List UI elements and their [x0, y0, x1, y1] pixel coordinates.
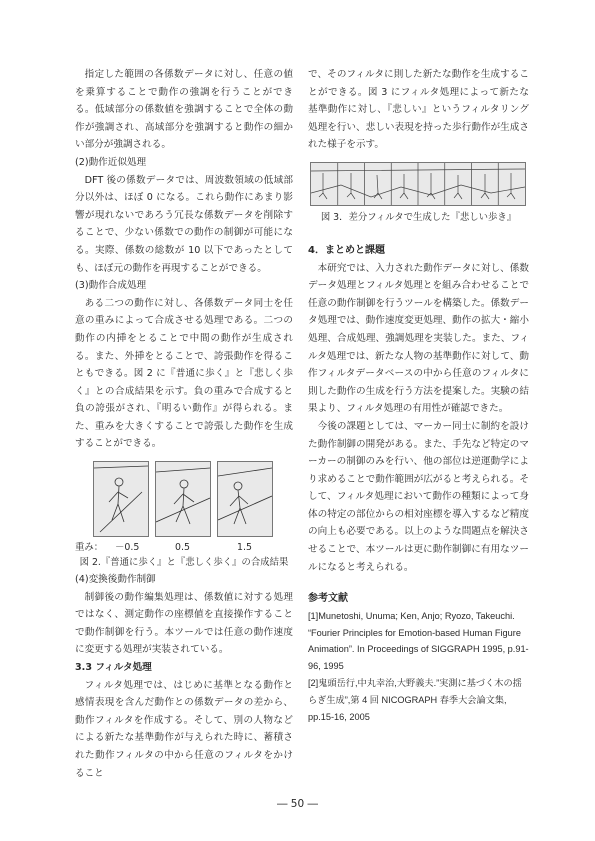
figure-2-weights — [75, 541, 293, 555]
figure-2-image-2 — [155, 461, 211, 537]
weight-value: 0.5 — [175, 542, 190, 554]
body-paragraph: DFT 後の係数データでは、周波数領域の低域部分以外は、ほぼ 0 になる。これら動作にあまり影響が現れないであろう冗長な係数データを削除することで、少ない係数での動作の制御が可能になる。実際、係数の総数が 10 以下であったとしても、ほぼ元の動作を再現することができる。 — [75, 174, 293, 274]
weight-label: 重み： — [75, 542, 104, 554]
figure-3-filmstrip — [310, 162, 526, 206]
figure-2 — [75, 461, 293, 541]
references-heading: 参考文献 — [308, 593, 348, 605]
body-paragraph: 本研究では、入力された動作データに対し、係数データ処理とフィルタ処理とを組み合わせることで任意の動作制御を行うツールを構築した。係数データ処理では、動作速度変更処理、動作の拡大・縮小処理、合成処理、強調処理を実装した。また、フィルタ処理では、新たな人物の基準動作に対して、動作フィルタデータベースの中から任意のフィルタに則した動作の生成を行う方法を提案した。実験の結果より、フィルタ処理の有用性が確認できた。 — [308, 262, 529, 415]
page-number: ― 50 ― — [276, 798, 319, 810]
subsection-heading: (2)動作近似処理 — [75, 156, 147, 168]
body-paragraph: 今後の課題としては、マーカー同士に制約を設けた動作制御の開発がある。また、手先など特定のマーカーの制御のみを行い、他の部位は逆運動学により求めることで動作範囲が広がると考えられる。そして、フィルタ処理において動作の種類によって身体の特定の部位からの相対座標を導入するなど精度の向上も必要である。以上のような問題点を解決させることで、本ツールは更に動作制御に有用なツールになると考えられる。 — [308, 420, 529, 573]
body-paragraph: 指定した範囲の各係数データに対し、任意の値を乗算することで動作の強調を行うことができる。低域部分の係数値を強調することで全体の動作が強調され、高域部分を強調すると動作の細かい部分が強調される。 — [75, 69, 293, 151]
right-column — [308, 66, 529, 725]
section-heading: 4．まとめと課題 — [308, 244, 385, 256]
figure-3 — [308, 160, 529, 210]
reference-item: [2]鬼頭岳行,中丸幸治,大野義夫.”実測に基づく木の揺らぎ生成”,第 4 回 NICOGRAPH 春季大会論文集, pp.15-16, 2005 — [308, 678, 522, 722]
body-paragraph: ある二つの動作に対し、各係数データ同士を任意の重みによって合成させる処理である。二つの動作の内挿をとることで中間の動作が生成される。また、外挿をとることで、誇張動作を得ることもできる。図 2 に『普通に歩く』と『悲しく歩く』との合成結果を示す。負の重みで合成すると負の誇張がされ、『明るい動作』が得られる。また、重みを大きくすることで誇張した動作を生成することができる。 — [75, 297, 293, 450]
body-paragraph: 制御後の動作編集処理は、係数値に対する処理ではなく、測定動作の座標値を直接操作することで動作制御を行う。本ツールでは任意の動作速度に変更する処理が実装されている。 — [75, 591, 293, 656]
figure-2-caption: 図 2.『普通に歩く』と『悲しく歩く』の合成結果 — [79, 557, 289, 569]
weight-value: 1.5 — [237, 542, 252, 554]
figure-3-caption: 図 3．差分フィルタで生成した『悲しい歩き』 — [320, 211, 517, 223]
subsection-heading: (4)変換後動作制御 — [75, 574, 156, 586]
body-paragraph: フィルタ処理では、はじめに基準となる動作と感情表現を含んだ動作との係数データの差から、動作フィルタを作成する。そして、別の人物などによる新たな基準動作が与えられた時に、蓄積された動作フィルタの中から任意のフィルタをかけること — [75, 679, 293, 779]
reference-item: [1]Munetoshi, Unuma; Ken, Anjo; Ryozo, Takeuchi. “Fourier Principles for Emotion-based Human Figure Animation”. In Proceedings of SIGGRAPH 1995, p.91-96, 1995 — [308, 610, 529, 672]
subsection-heading: (3)動作合成処理 — [75, 280, 147, 292]
left-column — [75, 66, 293, 782]
figure-2-image-3 — [217, 461, 273, 537]
figure-2-image-1 — [93, 461, 149, 537]
section-heading: 3.3 フィルタ処理 — [75, 662, 152, 674]
body-paragraph: で、そのフィルタに則した新たな動作を生成することができる。図 3 にフィルタ処理によって新たな基準動作に対し、『悲しい』というフィルタリング処理を行い、悲しい表現を持った歩行動作が生成された様子を示す。 — [308, 69, 529, 151]
weight-value: －0.5 — [115, 542, 140, 554]
